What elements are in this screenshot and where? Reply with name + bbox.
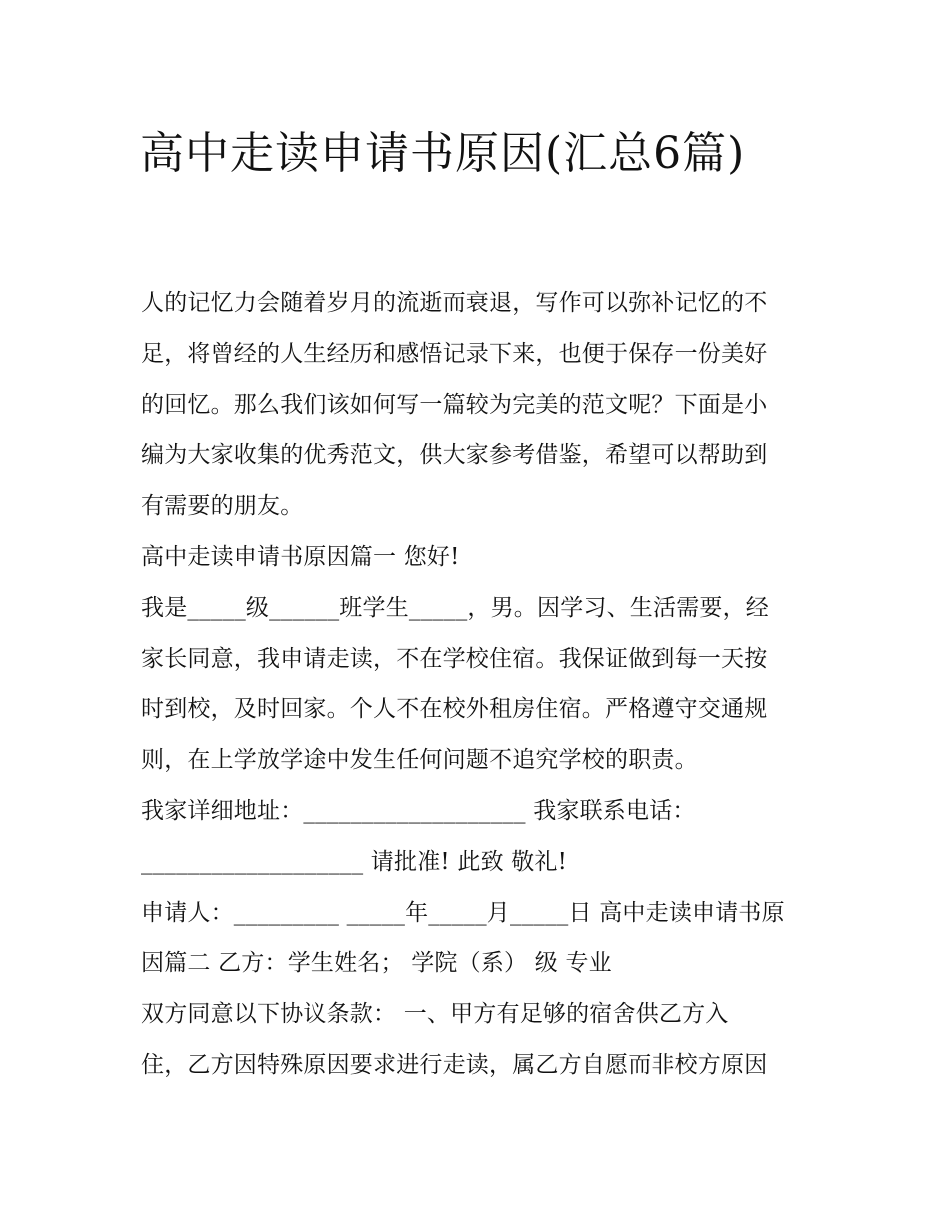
signature-line: 申请人：_________ _____年_____月_____日 高中走读申请书原 (141, 899, 785, 926)
text-line: 家长同意，我申请走读，不在学校住宿。我保证做到每一天按 (141, 645, 768, 672)
text-line: 编为大家收集的优秀范文，供大家参考借鉴，希望可以帮助到 (141, 442, 768, 469)
section-heading-line: 高中走读申请书原因篇一 您好! (141, 543, 460, 570)
text-line: 因篇二 乙方：学生姓名； 学院（系） 级 专业 (141, 950, 612, 977)
text-line: 足，将曾经的人生经历和感悟记录下来，也便于保存一份美好 (141, 340, 768, 367)
text-line: 则，在上学放学途中发生任何问题不追究学校的职责。 (141, 747, 698, 774)
text-line: 我是_____级______班学生_____，男。因学习、生活需要，经 (141, 594, 769, 621)
document-title: 高中走读申请书原因(汇总6篇) (140, 128, 746, 179)
text-line: 有需要的朋友。 (141, 493, 304, 520)
text-line: 的回忆。那么我们该如何写一篇较为完美的范文呢？下面是小 (141, 391, 768, 418)
text-line: 双方同意以下协议条款： 一、甲方有足够的宿舍供乙方入 (141, 1001, 729, 1028)
document-body (141, 278, 813, 1091)
text-line: 人的记忆力会随着岁月的流逝而衰退，写作可以弥补记忆的不 (141, 290, 768, 316)
text-line: 住，乙方因特殊原因要求进行走读，属乙方自愿而非校方原因 (141, 1051, 768, 1078)
phone-line: ___________________ 请批准! 此致 敬礼! (141, 848, 568, 875)
address-line: 我家详细地址：___________________ 我家联系电话： (141, 797, 696, 824)
text-line: 时到校，及时回家。个人不在校外租房住宿。严格遵守交通规 (141, 696, 768, 723)
